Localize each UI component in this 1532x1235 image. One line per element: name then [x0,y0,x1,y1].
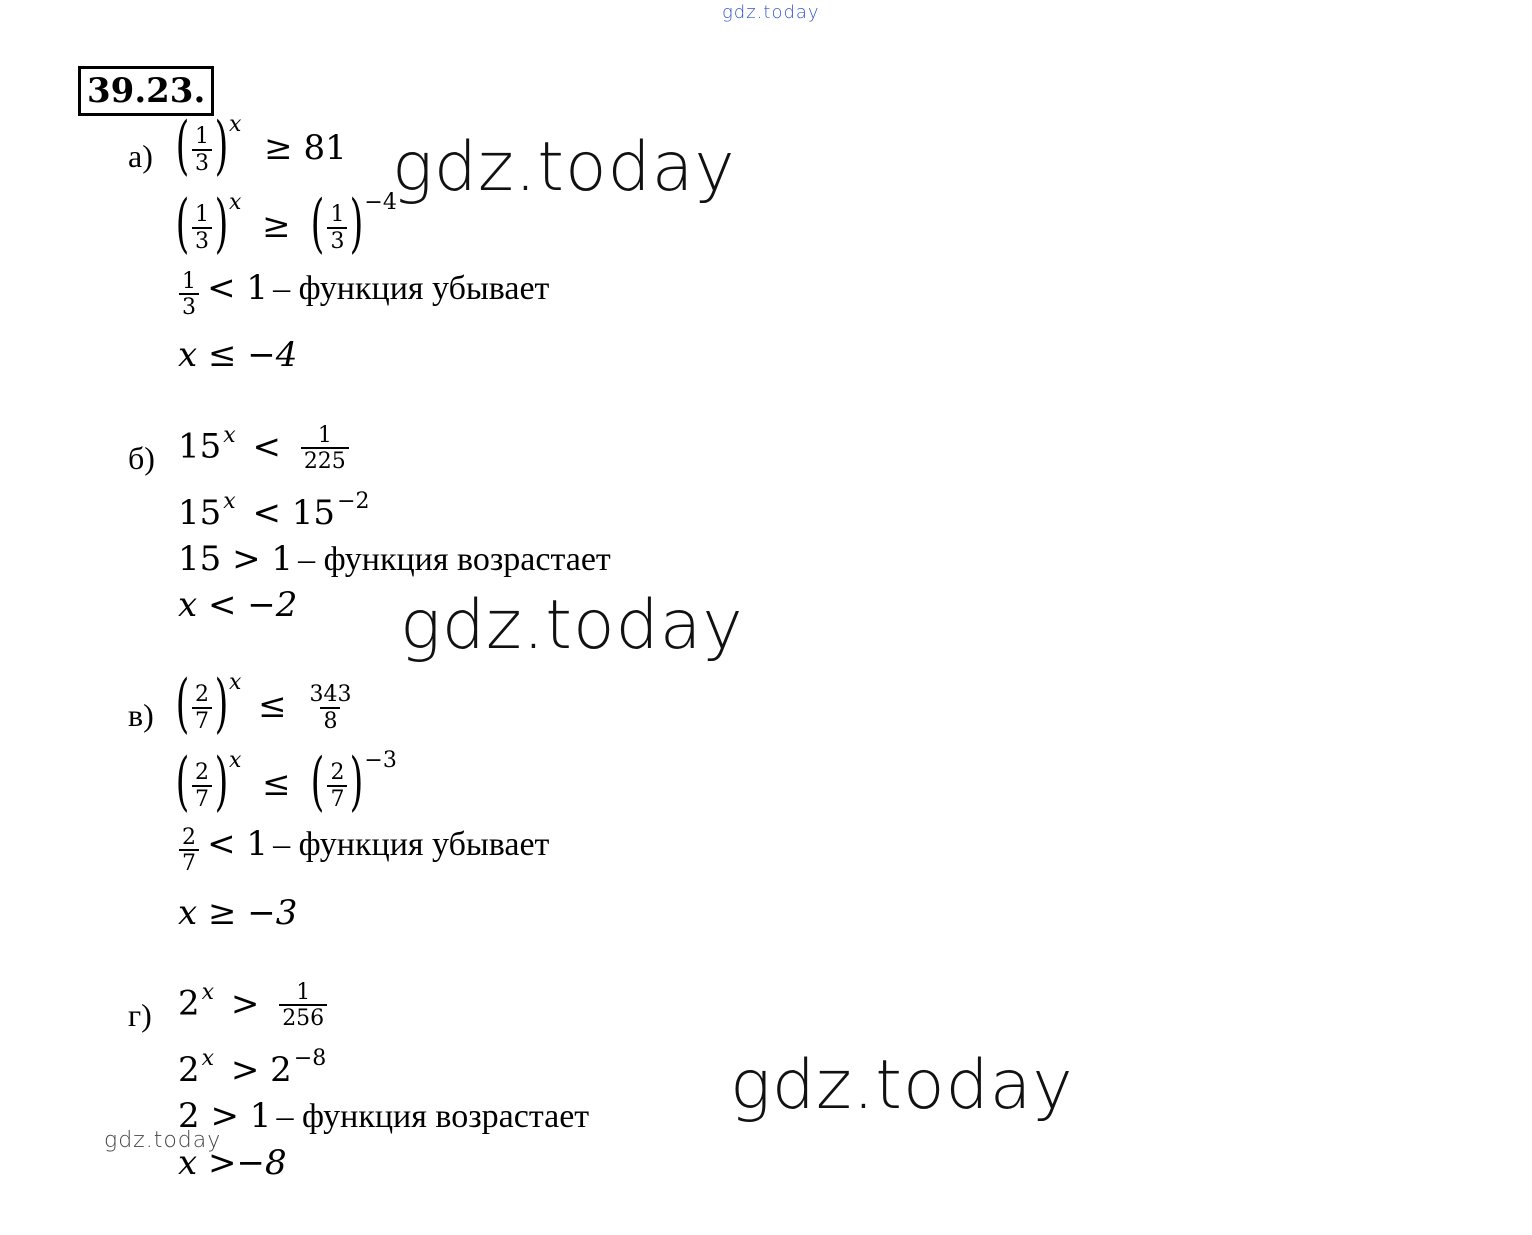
part-d-answer: x >−8 [178,1143,287,1183]
part-a-label: а) [128,138,153,174]
problem-number: 39.23. [78,66,214,116]
part-b-line2: $15^x < 15^{-2}$ [178,489,370,533]
part-a-line3: $\frac{1}{3}$ < 1 – функция убывает [176,270,549,319]
part-d-label: г) [128,997,152,1033]
part-c-label: в) [128,697,154,733]
part-c-line2: ( $\frac{2}{7}$ ) $^x$ ≤ ( $\frac{2}{7}$ ) $^{-3}$ [175,745,397,819]
watermark-3: gdz.today [730,1046,1074,1125]
part-b-line3: 15 > 1 – функция возрастает [178,539,611,579]
part-a-line2: ( $\frac{1}{3}$ ) $^x$ ≥ ( $\frac{1}{3}$ ) $^{-4}$ [175,187,397,261]
part-c-answer: x ≥ −3 [178,893,298,933]
watermark-1: gdz.today [392,128,736,207]
part-d-line1: 2$^x$ > $\frac{1}{256}$ [178,981,330,1030]
part-a-line1: ( $\frac{1}{3}$ ) $^x$ ≥ 81 [175,109,347,183]
part-d-line3: 2 > 1 – функция возрастает [178,1096,590,1136]
part-c-line3: $\frac{2}{7}$ < 1 – функция убывает [176,826,549,875]
part-c-line1: ( $\frac{2}{7}$ ) $^x$ ≤ $\frac{343}{8}$ [175,667,352,741]
part-a-answer: x ≤ −4 [178,335,298,375]
watermark-2: gdz.today [400,586,744,665]
part-b-label: б) [128,440,155,476]
watermark-4: gdz.today [104,1128,222,1153]
part-b-line1: 15$^x$ < $\frac{1}{225}$ [178,424,352,473]
part-d-line2: $2^x > 2^{-8}$ [178,1046,327,1090]
part-b-answer: x < −2 [178,585,298,625]
header-watermark: gdz.today [722,2,820,23]
